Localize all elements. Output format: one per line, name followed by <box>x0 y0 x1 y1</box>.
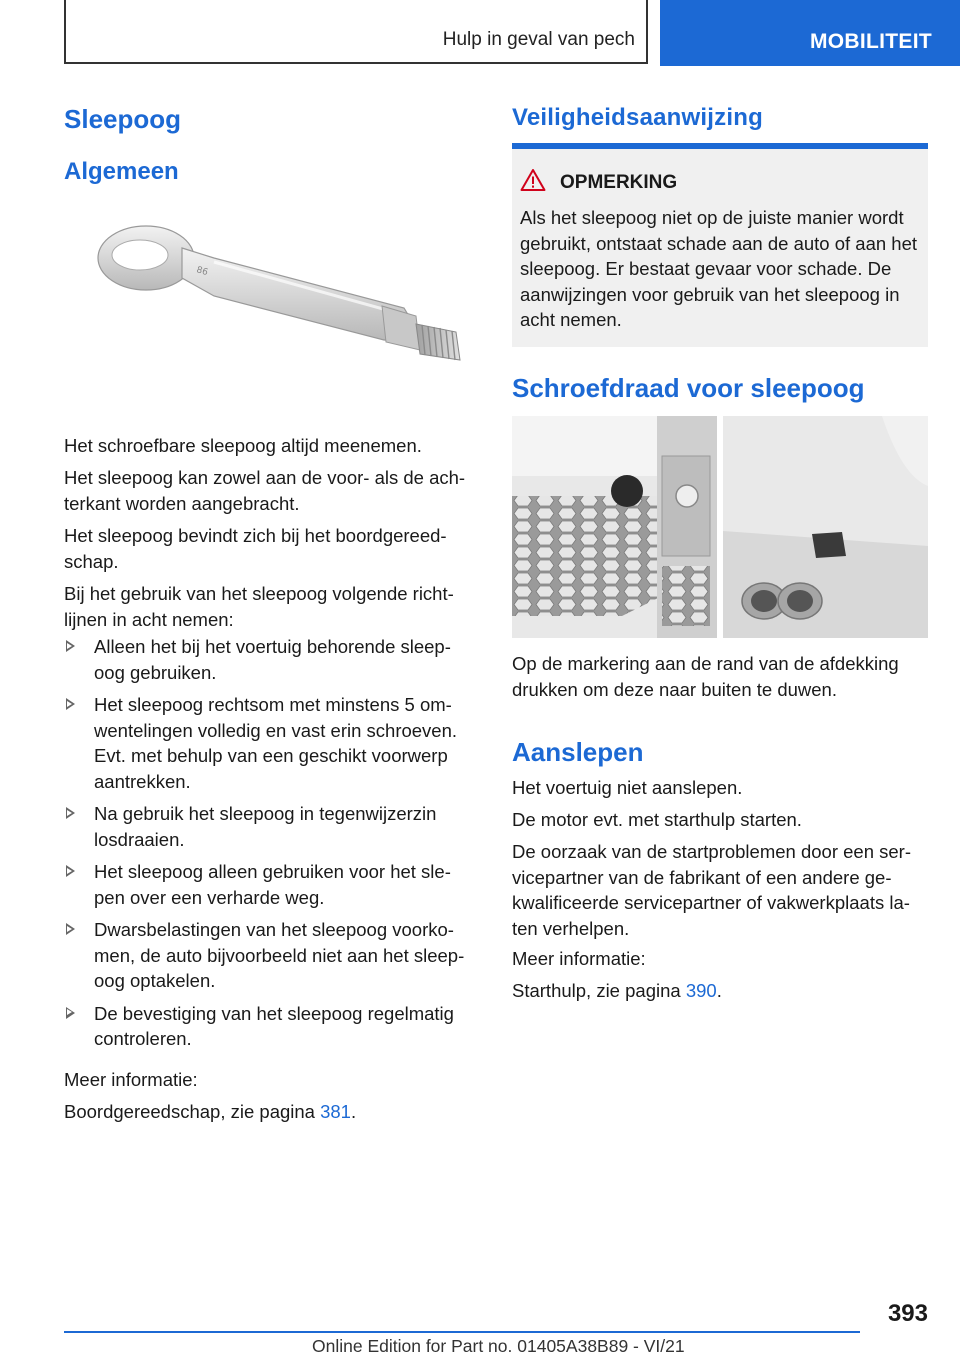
footer-edition: Online Edition for Part no. 01405A38B89 - VI/21 <box>312 1336 685 1356</box>
triangle-bullet-icon <box>66 698 75 710</box>
tow-paragraph-1: Het voertuig niet aanslepen. <box>512 777 743 798</box>
tow-eye-image <box>64 200 474 410</box>
tow-more-info-label: Meer informatie: <box>512 948 646 969</box>
footer-rule <box>64 1331 860 1333</box>
tow-paragraph-2: De motor evt. met starthulp starten. <box>512 809 802 830</box>
subsection-title-algemeen: Algemeen <box>64 158 179 185</box>
page-link-381[interactable]: 381 <box>320 1101 351 1122</box>
section-title-veiligheid: Veiligheidsaanwijzing <box>512 104 763 131</box>
reference-starthulp: Starthulp, zie pagina 390. <box>512 980 722 1001</box>
guideline-list <box>64 634 474 1059</box>
svg-text:86: 86 <box>195 265 209 279</box>
section-title-aanslepen: Aanslepen <box>512 737 644 767</box>
list-item: Het sleepoog alleen gebruiken voor het sle-pen over een verharde weg. <box>64 859 474 910</box>
header-section-title: Hulp in geval van pech <box>442 29 635 50</box>
section-title-schroefdraad: Schroefdraad voor sleepoog <box>512 373 865 403</box>
paragraph-4: Bij het gebruik van het sleepoog volgende richt-lijnen in acht nemen: <box>64 583 454 630</box>
more-info-label: Meer informatie: <box>64 1069 198 1090</box>
reference-boordgereedschap: Boordgereedschap, zie pagina 381. <box>64 1101 357 1122</box>
tow-paragraph-3: De oorzaak van de startproblemen door een ser-vicepartner van de fabrikant of een andere ge-kwalificeerde servicepartner of vakwerkplaats la-ten verhelpen. <box>512 841 911 939</box>
bumper-cover-image <box>512 416 928 638</box>
header-chapter-tab[interactable] <box>660 0 960 66</box>
note-text: Als het sleepoog niet op de juiste manier wordt gebruikt, ontstaat schade aan de auto of aan het sleepoog. Er bestaat gevaar voor schade. De aanwijzingen voor gebruik van het sleepoog in acht nemen. <box>520 207 918 330</box>
triangle-bullet-icon <box>66 640 75 652</box>
triangle-bullet-icon <box>66 923 75 935</box>
page-number: 393 <box>887 1300 928 1327</box>
triangle-bullet-icon <box>66 865 75 877</box>
header-chapter-label: MOBILITEIT <box>810 30 932 53</box>
paragraph-2: Het sleepoog kan zowel aan de voor- als de ach-terkant worden aangebracht. <box>64 467 466 514</box>
list-item: Het sleepoog rechtsom met minstens 5 om-wentelingen volledig en vast erin schroeven. Evt. met behulp van een geschikt voorwerp aantrekken. <box>64 692 474 794</box>
paragraph-1: Het schroefbare sleepoog altijd meenemen. <box>64 435 422 456</box>
paragraph-3: Het sleepoog bevindt zich bij het boordgereed-schap. <box>64 525 447 572</box>
page-link-390[interactable]: 390 <box>685 980 717 1001</box>
thread-instruction: Op de markering aan de rand van de afdekking drukken om deze naar buiten te duwen. <box>512 653 899 700</box>
section-title-sleepoog: Sleepoog <box>64 104 182 134</box>
list-item: Alleen het bij het voertuig behorende sleep-oog gebruiken. <box>64 634 474 685</box>
triangle-bullet-icon <box>66 807 75 819</box>
list-item: Na gebruik het sleepoog in tegenwijzerzin losdraaien. <box>64 801 474 852</box>
list-item: Dwarsbelastingen van het sleepoog voorko-men, de auto bijvoorbeeld niet aan het sleep-oog optakelen. <box>64 917 474 994</box>
note-label: OPMERKING <box>560 172 678 193</box>
triangle-bullet-icon <box>66 1007 75 1019</box>
list-item: De bevestiging van het sleepoog regelmatig controleren. <box>64 1001 474 1052</box>
warning-triangle-icon <box>520 168 546 192</box>
